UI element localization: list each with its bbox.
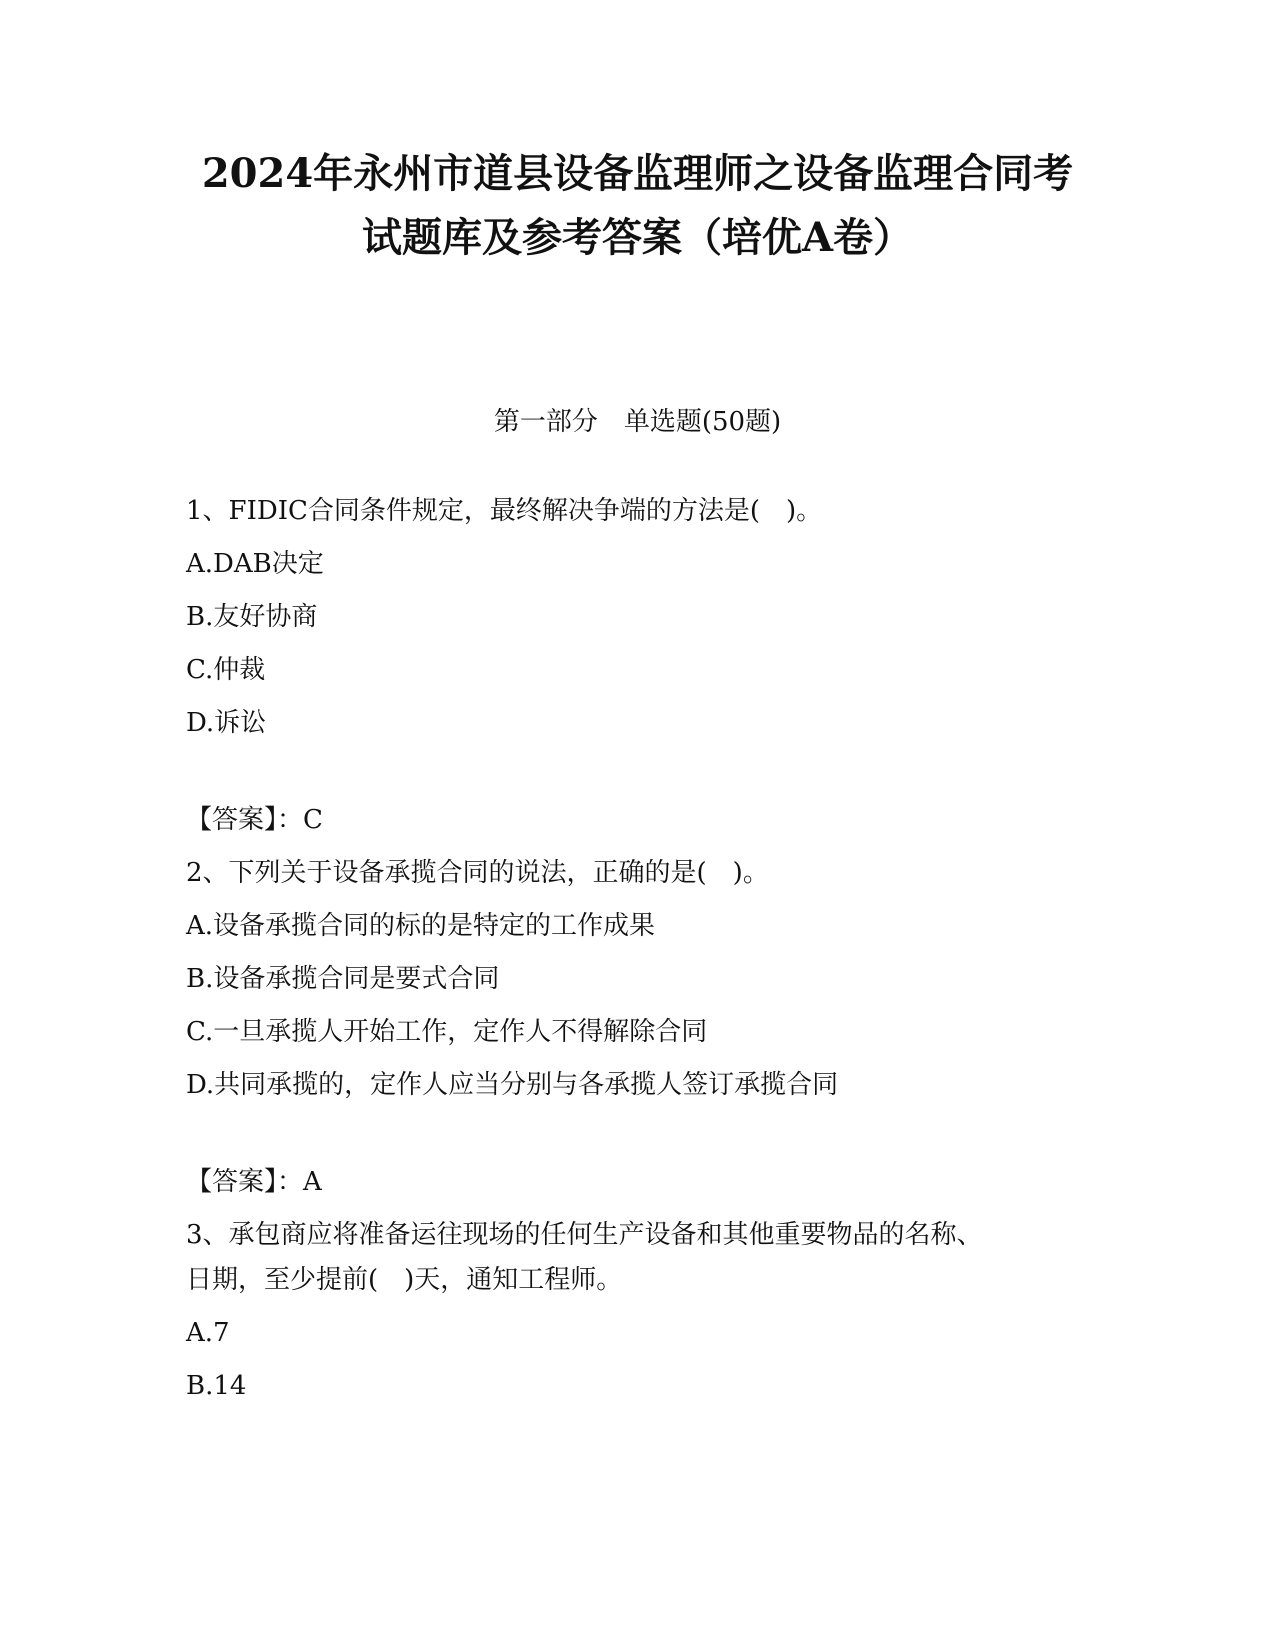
question-2-option-d: D.共同承揽的，定作人应当分别与各承揽人签订承揽合同 [186, 1070, 839, 1100]
question-1-option-d: D.诉讼 [186, 708, 267, 738]
question-3-option-a: A.7 [186, 1318, 230, 1348]
question-1-option-b: B.友好协商 [186, 602, 318, 632]
document-title-line-1: 2024年永州市道县设备监理师之设备监理合同考 [201, 150, 1074, 197]
question-1-answer: 【答案】：C [186, 805, 323, 835]
question-1-option-a: A.DAB决定 [186, 549, 324, 579]
question-2-option-c: C.一旦承揽人开始工作，定作人不得解除合同 [186, 1017, 708, 1047]
question-2-stem: 2、下列关于设备承揽合同的说法，正确的是( )。 [186, 858, 769, 888]
question-2-answer: 【答案】：A [186, 1167, 322, 1197]
document-title-line-2: 试题库及参考答案（培优A卷） [361, 214, 914, 261]
question-1-option-c: C.仲裁 [186, 655, 266, 685]
question-3-stem-line-2: 日期，至少提前( )天，通知工程师。 [186, 1265, 623, 1295]
question-2-option-a: A.设备承揽合同的标的是特定的工作成果 [186, 911, 656, 941]
question-3-option-b: B.14 [186, 1371, 247, 1401]
section-heading: 第一部分 单选题(50题) [493, 407, 782, 437]
question-1-stem: 1、FIDIC合同条件规定，最终解决争端的方法是( )。 [186, 496, 823, 526]
question-3-stem-line-1: 3、承包商应将准备运往现场的任何生产设备和其他重要物品的名称、 [186, 1220, 983, 1250]
question-2-option-b: B.设备承揽合同是要式合同 [186, 964, 500, 994]
